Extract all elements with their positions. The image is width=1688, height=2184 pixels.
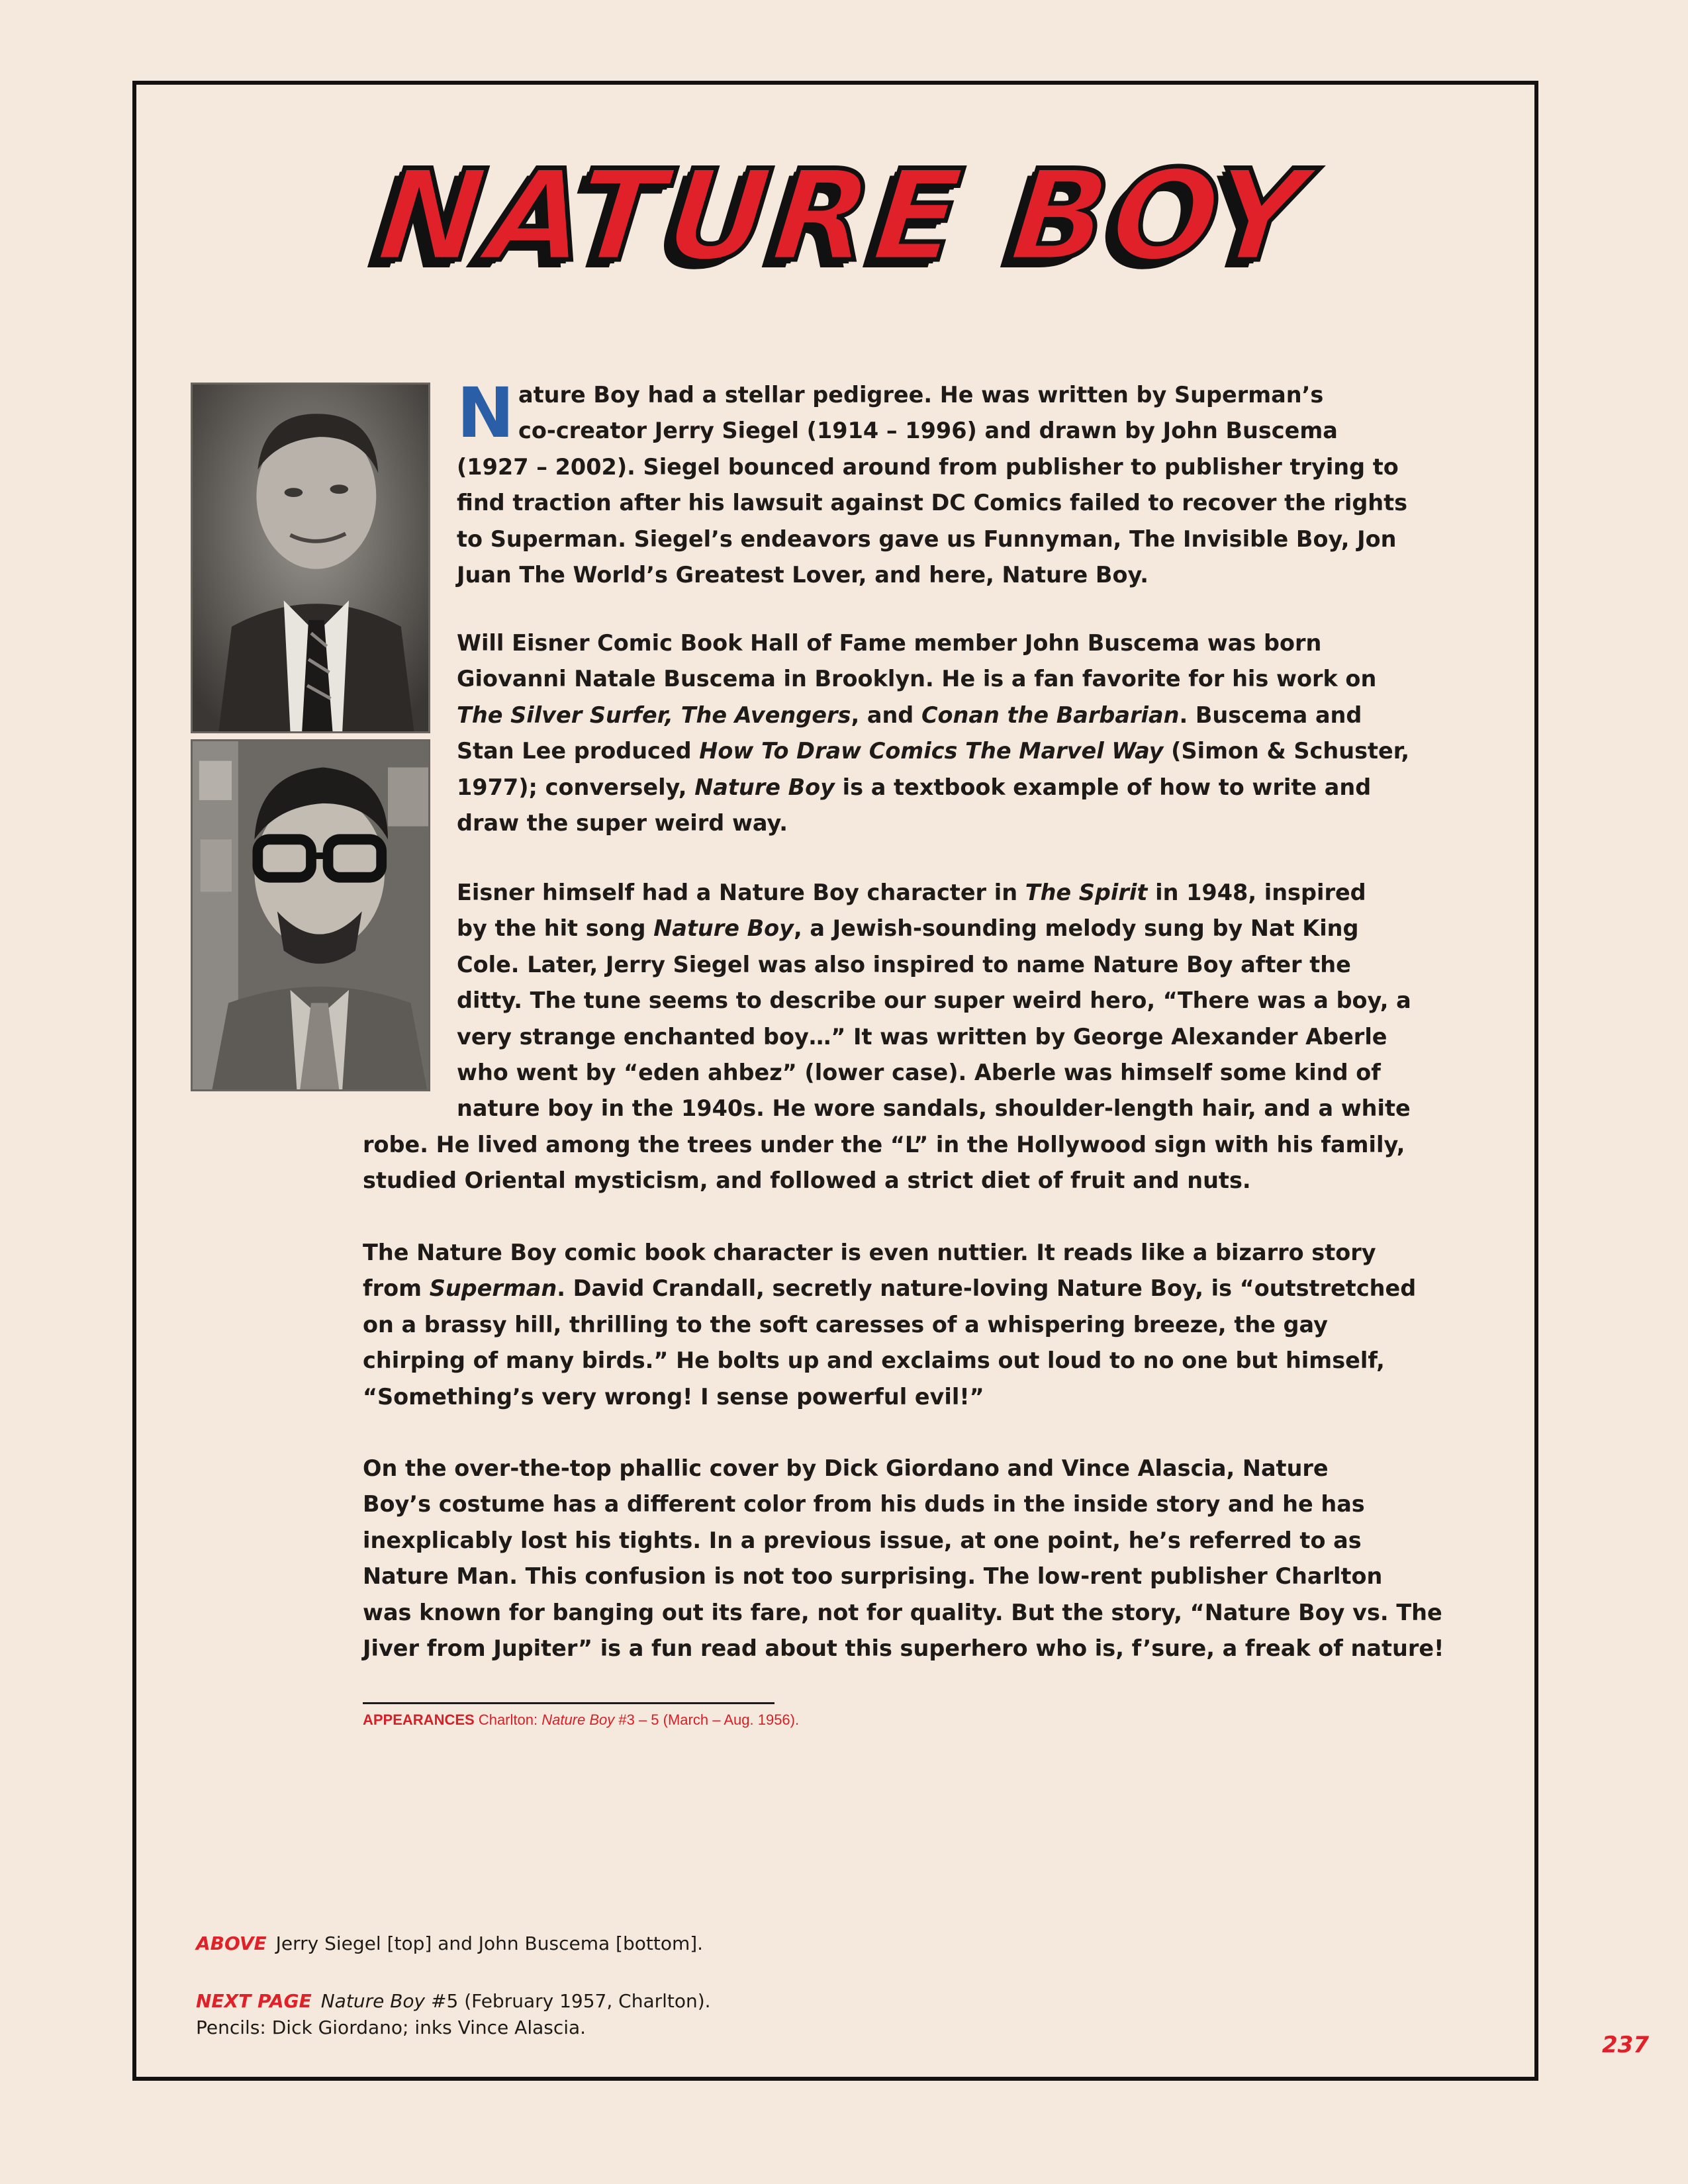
text-line: Boy’s costume has a different color from his duds in the inside story and he has (363, 1491, 1365, 1518)
text-line: Will Eisner Comic Book Hall of Fame member John Buscema was born (457, 630, 1322, 656)
text-line: studied Oriental mysticism, and followed a strict diet of fruit and nuts. (363, 1167, 1251, 1194)
drop-cap: N (457, 373, 515, 453)
text-line (457, 875, 1411, 911)
text-line: very strange enchanted boy…” It was written by George Alexander Aberle (457, 1023, 1387, 1050)
text-line: Giovanni Natale Buscema in Brooklyn. He is a fan favorite for his work on (457, 666, 1377, 692)
text-italic: Nature Boy (653, 915, 794, 942)
text-italic: Nature Boy (694, 774, 835, 800)
caption-above-label: ABOVE (196, 1933, 267, 1954)
paragraph-2 (457, 625, 1409, 841)
text-line (457, 770, 1409, 805)
caption-next-label: NEXT PAGE (196, 1990, 312, 2012)
text-run: , a Jewish-sounding melody sung by Nat King (793, 915, 1359, 942)
caption-next-rest: #5 (February 1957, Charlton). (425, 1990, 711, 2012)
text-line: Cole. Later, Jerry Siegel was also inspired to name Nature Boy after the (457, 951, 1351, 978)
text-line: Juan The World’s Greatest Lover, and here, Nature Boy. (457, 561, 1149, 588)
text-run: 1977); conversely, (457, 774, 695, 800)
text-line: who went by “eden ahbez” (lower case). Aberle was himself some kind of (457, 1059, 1381, 1085)
text-run: by the hit song (457, 915, 654, 942)
paragraph-3-wide (363, 1127, 1405, 1199)
title-block (0, 143, 1688, 299)
appearances-title: Nature Boy (541, 1711, 615, 1728)
text-run: from (363, 1275, 430, 1302)
text-line: robe. He lived among the trees under the “L” in the Hollywood sign with his family, (363, 1132, 1405, 1158)
text-line: ature Boy had a stellar pedigree. He was written by Superman’s (518, 382, 1324, 408)
text-run: (Simon & Schuster, (1163, 738, 1410, 764)
text-run: in 1948, inspired (1147, 880, 1366, 905)
text-italic: How To Draw Comics The Marvel Way (699, 738, 1164, 764)
paragraph-4 (363, 1235, 1416, 1415)
text-line: chirping of many birds.” He bolts up and exclaims out loud to no one but himself, (363, 1347, 1385, 1374)
photo-jerry-siegel (191, 383, 430, 733)
paragraph-3 (457, 875, 1411, 1127)
appearances-issues: #3 – 5 (March – Aug. 1956). (614, 1711, 800, 1728)
text-line (363, 1271, 1416, 1306)
text-line: was known for banging out its fare, not for quality. But the story, “Nature Boy vs. The (363, 1599, 1442, 1625)
page-title: NATURE BOY (371, 143, 1317, 289)
text-line: Nature Man. This confusion is not too surprising. The low-rent publisher Charlton (363, 1563, 1383, 1590)
text-line: nature boy in the 1940s. He wore sandals, shoulder-length hair, and a white (457, 1095, 1411, 1122)
text-line: inexplicably lost his tights. In a previous issue, at one point, he’s referred to as (363, 1527, 1362, 1553)
paragraph-1 (457, 373, 1408, 593)
text-line: The Nature Boy comic book character is even nuttier. It reads like a bizarro story (363, 1240, 1376, 1265)
text-line: Jiver from Jupiter” is a fun read about this superhero who is, f’sure, a freak of nature! (363, 1635, 1444, 1661)
text-line (457, 698, 1409, 733)
text-line: ditty. The tune seems to describe our super weird hero, “There was a boy, a (457, 987, 1411, 1014)
text-run: is a textbook example of how to write and (834, 774, 1372, 800)
text-line (457, 733, 1409, 769)
text-run: . Buscema and (1179, 702, 1362, 728)
appearances-divider (363, 1702, 774, 1704)
text-run: . David Crandall, secretly nature-loving Nature Boy, is “outstretched (557, 1275, 1417, 1302)
text-line: draw the super weird way. (457, 809, 788, 836)
text-run: Stan Lee produced (457, 738, 700, 764)
text-line: (1927 – 2002). Siegel bounced around from publisher to publisher trying to (457, 453, 1399, 480)
text-line: “Something’s very wrong! I sense powerful evil!” (363, 1383, 984, 1410)
appearances-label: APPEARANCES (363, 1711, 475, 1728)
caption-above-text: Jerry Siegel [top] and John Buscema [bottom]. (275, 1933, 704, 1954)
text-italic: Conan the Barbarian (921, 702, 1180, 728)
text-run: , and (851, 702, 921, 728)
text-italic: The Silver Surfer, The Avengers (457, 702, 851, 728)
text-line: on a brassy hill, thrilling to the soft caresses of a whispering breeze, the gay (363, 1311, 1328, 1338)
text-line (457, 911, 1411, 946)
text-italic: Superman (429, 1275, 557, 1302)
appearances-publisher: Charlton: (474, 1711, 542, 1728)
text-line: find traction after his lawsuit against DC Comics failed to recover the rights (457, 490, 1408, 516)
photo-john-buscema (191, 739, 430, 1091)
caption-next-title: Nature Boy (320, 1990, 426, 2012)
caption-next-page (196, 1988, 711, 2041)
text-italic: The Spirit (1025, 880, 1148, 905)
text-line: to Superman. Siegel’s endeavors gave us Funnyman, The Invisible Boy, Jon (457, 525, 1397, 552)
text-run: Eisner himself had a Nature Boy character in (457, 880, 1025, 905)
appearances-note (363, 1711, 799, 1729)
page-number: 237 (1602, 2032, 1649, 2058)
text-line: On the over-the-top phallic cover by Dick Giordano and Vince Alascia, Nature (363, 1455, 1329, 1481)
text-line: co-creator Jerry Siegel (1914 – 1996) and drawn by John Buscema (518, 418, 1338, 444)
paragraph-5 (363, 1451, 1444, 1666)
caption-next-credits: Pencils: Dick Giordano; inks Vince Alascia. (196, 2017, 586, 2038)
caption-above (196, 1933, 703, 1954)
